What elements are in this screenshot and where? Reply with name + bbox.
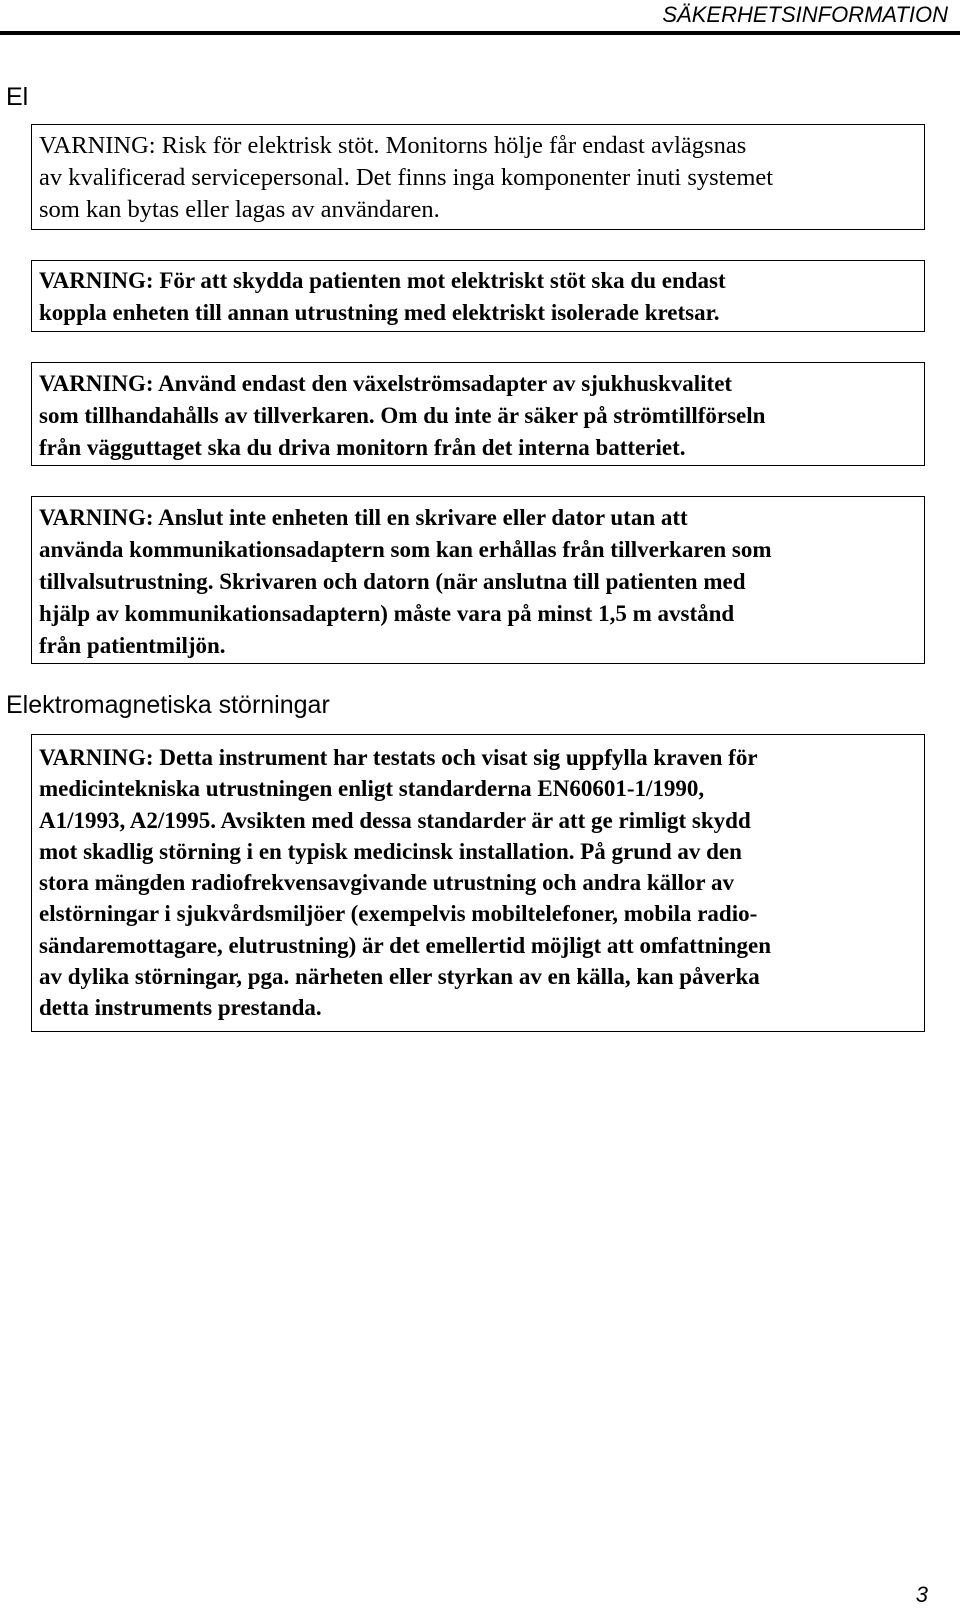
warning-line: från patientmiljön. (39, 633, 226, 658)
warning-line: VARNING: För att skydda patienten mot elektriskt stöt ska du endast (39, 268, 726, 293)
warning-box-ac-adapter (31, 362, 925, 466)
warning-line: elstörningar i sjukvårdsmiljöer (exempelvis mobiltelefoner, mobila radio- (39, 901, 758, 927)
warning-box-electromagnetic (31, 734, 925, 1032)
warning-line: sändaremottagare, elutrustning) är det emellertid möjligt att omfattningen (39, 932, 772, 958)
warning-line: detta instruments prestanda. (39, 995, 322, 1021)
warning-line: använda kommunikationsadaptern som kan erhållas från tillverkaren som (39, 537, 772, 562)
warning-line: tillvalsutrustning. Skrivaren och datorn (när anslutna till patienten med (39, 569, 746, 594)
warning-line: som tillhandahålls av tillverkaren. Om du inte är säker på strömtillförseln (39, 403, 766, 428)
warning-box-isolated-circuits (31, 260, 925, 332)
warning-line: VARNING: Risk för elektrisk stöt. Monitorns hölje får endast avlägsnas (39, 132, 747, 159)
running-header: SÄKERHETSINFORMATION (662, 2, 948, 27)
page-number: 3 (915, 1582, 928, 1607)
warning-line: av kvalificerad servicepersonal. Det finns inga komponenter inuti systemet (39, 164, 774, 191)
warning-line: stora mängden radiofrekvensavgivande utrustning och andra källor av (39, 870, 734, 896)
warning-box-printer-computer (31, 496, 925, 664)
section-heading-emc: Elektromagnetiska störningar (6, 691, 330, 719)
warning-line: hjälp av kommunikationsadaptern) måste vara på minst 1,5 m avstånd (39, 601, 735, 626)
warning-line: av dylika störningar, pga. närheten eller styrkan av en källa, kan påverka (39, 964, 760, 990)
warning-line: VARNING: Anslut inte enheten till en skrivare eller dator utan att (39, 505, 688, 530)
warning-line: mot skadlig störning i en typisk medicinsk installation. På grund av den (39, 838, 742, 864)
warning-line: koppla enheten till annan utrustning med elektriskt isolerade kretsar. (39, 300, 720, 325)
header-rule (0, 31, 960, 35)
section-heading-el: El (6, 83, 29, 111)
warning-line: som kan bytas eller lagas av användaren. (39, 196, 440, 223)
warning-line: från vägguttaget ska du driva monitorn från det interna batteriet. (39, 435, 686, 460)
warning-line: VARNING: Använd endast den växelströmsadapter av sjukhuskvalitet (39, 371, 733, 396)
warning-line: VARNING: Detta instrument har testats och visat sig uppfylla kraven för (39, 745, 758, 770)
warning-line: A1/1993, A2/1995. Avsikten med dessa standarder är att ge rimligt skydd (39, 807, 751, 833)
warning-box-electric-shock (31, 124, 925, 230)
warning-line: medicintekniska utrustningen enligt standarderna EN60601-1/1990, (39, 776, 705, 802)
